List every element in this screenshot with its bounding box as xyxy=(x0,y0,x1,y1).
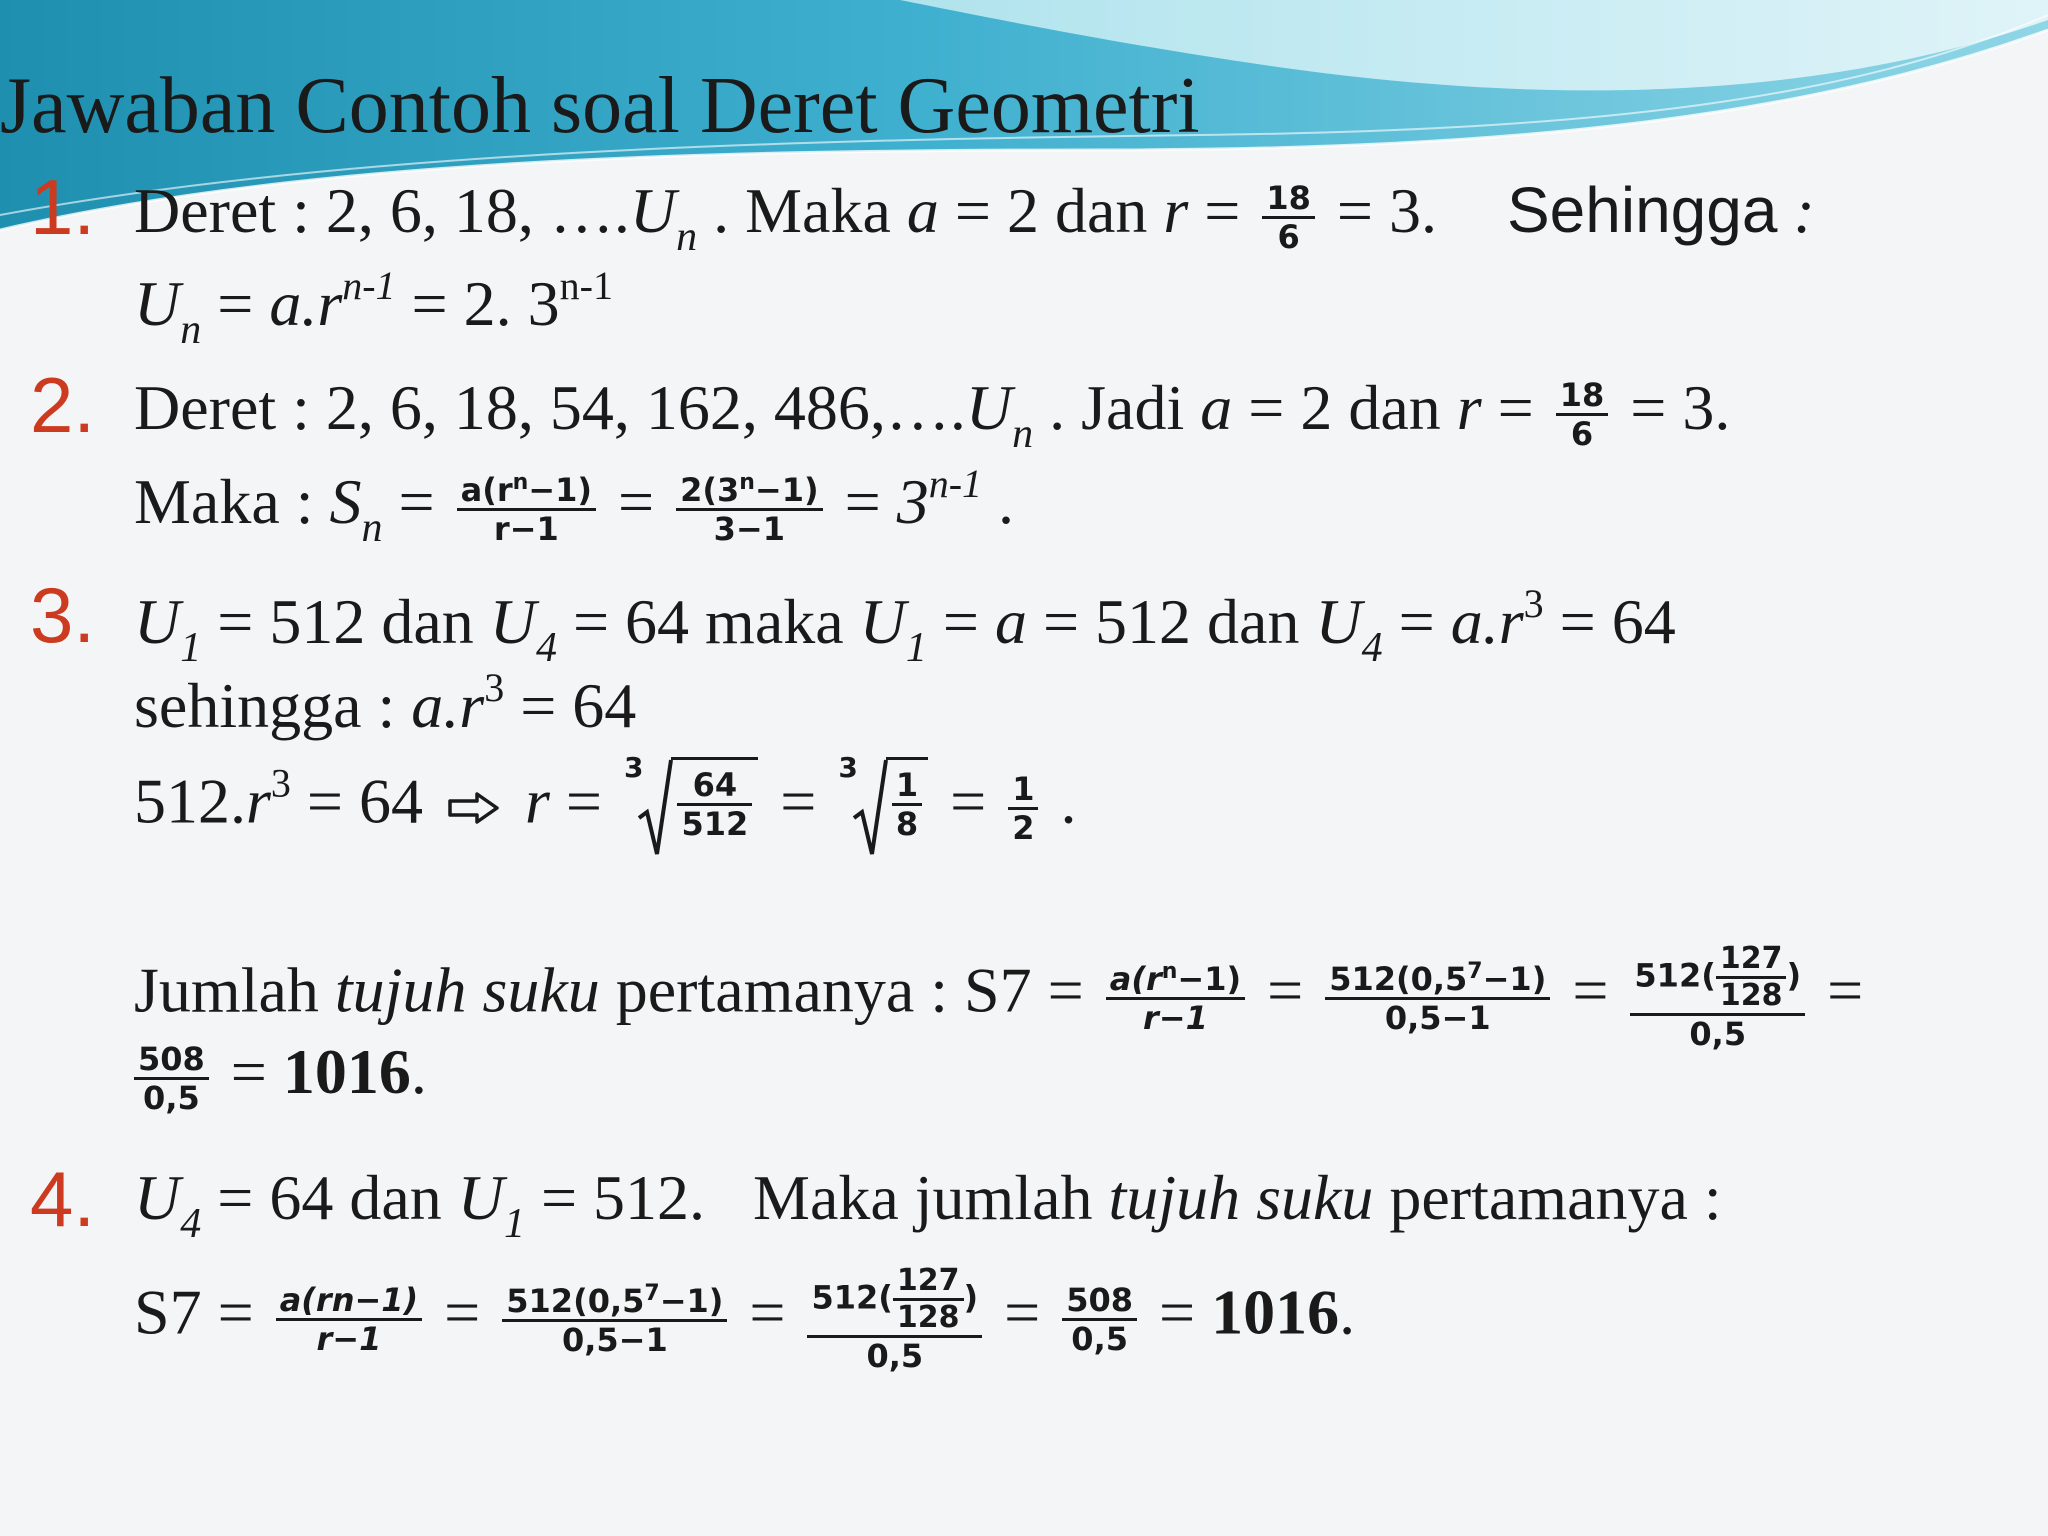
cube-root-64-512: 3 $\frac{64}{512}$ xyxy=(624,758,758,858)
item-1-line-2: $U_n = a.r^{n-1} = 2$. 3$^{n-1}$ xyxy=(134,263,613,353)
item-2-line-2: Maka : $S_n$ = $\frac{a(r^n-1)}{r-1}$ = $\frac{2(3^n-1)}{3-1}$ = $3^{n-1}$ . xyxy=(134,461,1015,551)
fraction: $\frac{512(0,5^7-1)}{0,5-1}$ xyxy=(502,1283,727,1356)
item-1-line-1: Deret : 2, 6, 18, $\dots.U_n$ . Maka a = 2 dan r = $\frac{18}{6}$ = 3. Sehingga : xyxy=(134,174,1815,260)
item-3-line-1: $U_1 = 512$ dan $U_4 = 64$ maka $U_1 = a = 512$ dan $U_4 = a.r^3 = 64$ xyxy=(134,581,1676,671)
radical-sign-icon xyxy=(852,758,888,858)
cube-root-1-8: 3 $\frac{1}{8}$ xyxy=(838,758,928,858)
fraction: $\frac{a(rn-1)}{r-1}$ xyxy=(276,1284,422,1355)
item-3-line-2: sehingga : $a.r^3 = 64$ xyxy=(134,665,637,741)
item-4-line-2: S7 = $\frac{a(rn-1)}{r-1}$ = $\frac{512(0,5^7-1)}{0,5-1}$ = 512( $\frac{127}{128}$ ) 0,5 = $\frac{508}{0,5}$ = 1016. xyxy=(134,1263,1356,1375)
fraction: $\frac{a(r^n-1)}{r-1}$ xyxy=(1106,961,1245,1034)
fraction: $\frac{508}{0,5}$ xyxy=(134,1043,209,1114)
slide-title: Jawaban Contoh soal Deret Geometri xyxy=(0,62,1200,150)
item-4-line-1: $U_4 = 64$ dan $U_1 = 512$. Maka jumlah tujuh suku pertamanya : xyxy=(134,1162,1722,1247)
item-3-line-4: Jumlah tujuh suku pertamanya : S7 = $\frac{a(r^n-1)}{r-1}$ = $\frac{512(0,5^7-1)}{0,5-1}$ = 512( $\frac{127}{128}$ ) 0,5 = xyxy=(134,941,1864,1053)
fraction: $\frac{a(r^n-1)}{r-1}$ xyxy=(457,472,596,545)
fraction: $\frac{18}{6}$ xyxy=(1556,379,1609,450)
radical-sign-icon xyxy=(637,758,673,858)
item-number-3: 3. xyxy=(30,571,96,659)
fraction: $\frac{508}{0,5}$ xyxy=(1062,1284,1137,1355)
item-number-1: 1. xyxy=(30,163,96,251)
item-3-line-5: $\frac{508}{0,5}$ = 1016. xyxy=(134,1040,427,1114)
item-3-line-3: $512.r^3 = 64$ r = 3 $\frac{64}{512}$ = 3 $\frac{1}{8}$ = $\frac{1}{2}$ . xyxy=(134,758,1076,858)
item-number-2: 2. xyxy=(30,361,96,449)
fraction: $\frac{1}{2}$ xyxy=(1008,773,1038,844)
arrow-right-icon xyxy=(447,791,501,825)
fraction: 512( $\frac{127}{128}$ ) 0,5 xyxy=(807,1266,982,1372)
fraction: 512( $\frac{127}{128}$ ) 0,5 xyxy=(1630,944,1805,1050)
item-number-4: 4. xyxy=(30,1155,96,1243)
item-2-line-1: Deret : 2, 6, 18, 54, 162, $486,\dots.U_n$ . Jadi a = 2 dan r = $\frac{18}{6}$ = 3. xyxy=(134,372,1731,457)
fraction: $\frac{2(3^n-1)}{3-1}$ xyxy=(676,472,823,545)
fraction: $\frac{512(0,5^7-1)}{0,5-1}$ xyxy=(1325,961,1550,1034)
fraction: $\frac{18}{6}$ xyxy=(1262,182,1315,253)
